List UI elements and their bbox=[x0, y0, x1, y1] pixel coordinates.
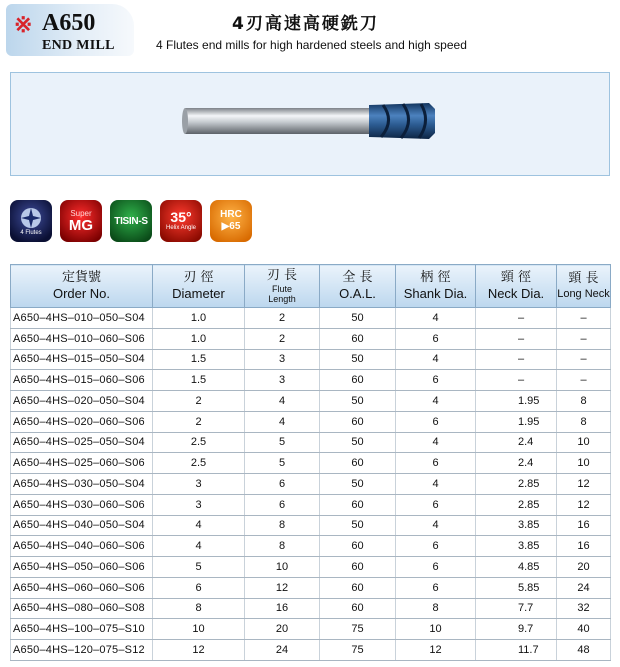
order-no-cell: A650–4HS–020–060–S06 bbox=[11, 411, 153, 432]
flute-length-cell: 3 bbox=[245, 370, 320, 391]
table-row bbox=[11, 577, 611, 598]
header-en: Flute Length bbox=[268, 284, 296, 304]
table-header-row bbox=[11, 265, 611, 308]
diameter-cell: 4 bbox=[153, 515, 245, 536]
flute-length-cell: 5 bbox=[245, 432, 320, 453]
neck-dia-cell: – bbox=[476, 349, 557, 370]
order-no-cell: A650–4HS–050–060–S06 bbox=[11, 557, 153, 578]
header-en: Shank Dia. bbox=[403, 286, 468, 301]
diameter-cell: 10 bbox=[153, 619, 245, 640]
order-no-cell: A650–4HS–015–060–S06 bbox=[11, 370, 153, 391]
flute-length-cell: 5 bbox=[245, 453, 320, 474]
tisin-label: TISIN-S bbox=[114, 215, 148, 227]
flute-length-cell: 12 bbox=[245, 577, 320, 598]
header-en: Long Neck bbox=[557, 288, 610, 300]
oal-cell: 50 bbox=[320, 432, 396, 453]
order-no-cell: A650–4HS–010–050–S04 bbox=[11, 308, 153, 329]
header-cn: 刃 徑 bbox=[183, 270, 214, 285]
neck-dia-cell: 7.7 bbox=[476, 598, 557, 619]
table-row bbox=[11, 494, 611, 515]
flute-length-cell: 20 bbox=[245, 619, 320, 640]
order-no-cell: A650–4HS–120–075–S12 bbox=[11, 640, 153, 661]
neck-dia-cell: 5.85 bbox=[476, 577, 557, 598]
long-neck-cell: 48 bbox=[557, 640, 611, 661]
spec-table bbox=[10, 264, 611, 661]
shank bbox=[185, 108, 369, 134]
helix-value: 35° bbox=[170, 209, 192, 225]
header-cn: 頸 徑 bbox=[500, 270, 532, 285]
table-row bbox=[11, 349, 611, 370]
diameter-cell: 3 bbox=[153, 474, 245, 495]
flute-length-cell: 6 bbox=[245, 494, 320, 515]
table-row bbox=[11, 515, 611, 536]
shank-dia-cell: 4 bbox=[396, 432, 476, 453]
header-cn: 刃 長 bbox=[266, 268, 298, 283]
col-header-order-no bbox=[11, 265, 153, 308]
table-row bbox=[11, 536, 611, 557]
flute-length-cell: 6 bbox=[245, 474, 320, 495]
header-cn: 柄 徑 bbox=[420, 270, 451, 285]
neck-dia-cell: – bbox=[476, 308, 557, 329]
oal-cell: 50 bbox=[320, 474, 396, 495]
diameter-cell: 2 bbox=[153, 391, 245, 412]
header-cn: 頸 長 bbox=[568, 271, 599, 286]
shank-dia-cell: 12 bbox=[396, 640, 476, 661]
long-neck-cell: 12 bbox=[557, 494, 611, 515]
product-code: A650 bbox=[42, 10, 96, 36]
header-en: Neck Dia. bbox=[487, 286, 545, 301]
order-no-cell: A650–4HS–030–050–S04 bbox=[11, 474, 153, 495]
oal-cell: 75 bbox=[320, 619, 396, 640]
flute-length-cell: 10 bbox=[245, 557, 320, 578]
diameter-cell: 8 bbox=[153, 598, 245, 619]
neck-dia-cell: 1.95 bbox=[476, 391, 557, 412]
table-row bbox=[11, 557, 611, 578]
long-neck-cell: 16 bbox=[557, 515, 611, 536]
col-header-shank-dia bbox=[396, 265, 476, 308]
shank-dia-cell: 8 bbox=[396, 598, 476, 619]
col-header-long-neck bbox=[557, 265, 611, 308]
diameter-cell: 2.5 bbox=[153, 453, 245, 474]
shank-dia-cell: 6 bbox=[396, 557, 476, 578]
4-flutes-cross-section-icon bbox=[10, 200, 52, 242]
flute-length-cell: 2 bbox=[245, 308, 320, 329]
spec-table-body bbox=[11, 308, 611, 661]
diameter-cell: 2 bbox=[153, 411, 245, 432]
neck-dia-cell: – bbox=[476, 370, 557, 391]
shank-dia-cell: 6 bbox=[396, 536, 476, 557]
order-no-cell: A650–4HS–015–050–S04 bbox=[11, 349, 153, 370]
header-en: Order No. bbox=[52, 286, 111, 301]
oal-cell: 60 bbox=[320, 370, 396, 391]
order-no-cell: A650–4HS–025–060–S06 bbox=[11, 453, 153, 474]
shank-dia-cell: 10 bbox=[396, 619, 476, 640]
neck-dia-cell: 2.4 bbox=[476, 453, 557, 474]
end-mill-photo bbox=[10, 72, 610, 176]
shank-dia-cell: 4 bbox=[396, 349, 476, 370]
shank-dia-cell: 6 bbox=[396, 494, 476, 515]
table-row bbox=[11, 308, 611, 329]
tisin-s-coating-icon bbox=[110, 200, 152, 242]
header-en: Diameter bbox=[172, 286, 225, 301]
table-row bbox=[11, 598, 611, 619]
mg-top-label: Super bbox=[70, 208, 92, 218]
oal-cell: 75 bbox=[320, 640, 396, 661]
diameter-cell: 1.0 bbox=[153, 308, 245, 329]
order-no-cell: A650–4HS–100–075–S10 bbox=[11, 619, 153, 640]
table-row bbox=[11, 619, 611, 640]
header-en: O.A.L. bbox=[339, 286, 376, 301]
order-no-cell: A650–4HS–010–060–S06 bbox=[11, 328, 153, 349]
neck-dia-cell: – bbox=[476, 328, 557, 349]
neck-dia-cell: 4.85 bbox=[476, 557, 557, 578]
shank-dia-cell: 6 bbox=[396, 453, 476, 474]
flute-length-cell: 24 bbox=[245, 640, 320, 661]
reference-mark-icon: ※ bbox=[14, 12, 33, 37]
shank-dia-cell: 6 bbox=[396, 411, 476, 432]
oal-cell: 60 bbox=[320, 577, 396, 598]
flute-length-cell: 3 bbox=[245, 349, 320, 370]
table-row bbox=[11, 640, 611, 661]
diameter-cell: 2.5 bbox=[153, 432, 245, 453]
table-row bbox=[11, 411, 611, 432]
neck-dia-cell: 3.85 bbox=[476, 536, 557, 557]
neck-dia-cell: 2.85 bbox=[476, 474, 557, 495]
header-cn: 全 長 bbox=[342, 270, 373, 285]
page-subtitle: 4 Flutes end mills for high hardened steels and high speed bbox=[156, 38, 467, 52]
long-neck-cell: 10 bbox=[557, 453, 611, 474]
cross-section-icon bbox=[19, 206, 43, 230]
oal-cell: 60 bbox=[320, 536, 396, 557]
diameter-cell: 4 bbox=[153, 536, 245, 557]
oal-cell: 60 bbox=[320, 494, 396, 515]
col-header-flute-length bbox=[245, 265, 320, 308]
hrc-value: ▶65 bbox=[221, 221, 241, 232]
shank-dia-cell: 6 bbox=[396, 370, 476, 391]
order-no-cell: A650–4HS–080–060–S08 bbox=[11, 598, 153, 619]
diameter-cell: 1.5 bbox=[153, 349, 245, 370]
long-neck-cell: 32 bbox=[557, 598, 611, 619]
flute-length-cell: 2 bbox=[245, 328, 320, 349]
shank-dia-cell: 6 bbox=[396, 328, 476, 349]
diameter-cell: 1.0 bbox=[153, 328, 245, 349]
product-badge bbox=[6, 4, 134, 56]
long-neck-cell: – bbox=[557, 328, 611, 349]
hrc-hardness-icon bbox=[210, 200, 252, 242]
mg-label: MG bbox=[68, 216, 94, 234]
col-header-diameter bbox=[153, 265, 245, 308]
super-mg-icon bbox=[60, 200, 102, 242]
neck-dia-cell: 2.4 bbox=[476, 432, 557, 453]
long-neck-cell: 40 bbox=[557, 619, 611, 640]
diameter-cell: 12 bbox=[153, 640, 245, 661]
table-row bbox=[11, 391, 611, 412]
table-row bbox=[11, 370, 611, 391]
neck-dia-cell: 1.95 bbox=[476, 411, 557, 432]
diameter-cell: 1.5 bbox=[153, 370, 245, 391]
oal-cell: 60 bbox=[320, 411, 396, 432]
diameter-cell: 5 bbox=[153, 557, 245, 578]
table-row bbox=[11, 328, 611, 349]
flute-length-cell: 4 bbox=[245, 411, 320, 432]
shank-end bbox=[182, 108, 188, 134]
long-neck-cell: 24 bbox=[557, 577, 611, 598]
diameter-cell: 3 bbox=[153, 494, 245, 515]
oal-cell: 50 bbox=[320, 391, 396, 412]
oal-cell: 60 bbox=[320, 453, 396, 474]
hrc-label: HRC bbox=[220, 209, 242, 220]
oal-cell: 50 bbox=[320, 349, 396, 370]
diameter-cell: 6 bbox=[153, 577, 245, 598]
long-neck-cell: – bbox=[557, 349, 611, 370]
shank-dia-cell: 6 bbox=[396, 577, 476, 598]
flutes-label: 4 Flutes bbox=[20, 229, 42, 236]
oal-cell: 60 bbox=[320, 328, 396, 349]
product-type: END MILL bbox=[42, 38, 115, 53]
table-row bbox=[11, 432, 611, 453]
neck-dia-cell: 9.7 bbox=[476, 619, 557, 640]
order-no-cell: A650–4HS–040–050–S04 bbox=[11, 515, 153, 536]
flute-length-cell: 4 bbox=[245, 391, 320, 412]
shank-dia-cell: 4 bbox=[396, 391, 476, 412]
neck-dia-cell: 3.85 bbox=[476, 515, 557, 536]
oal-cell: 50 bbox=[320, 515, 396, 536]
oal-cell: 60 bbox=[320, 557, 396, 578]
neck-dia-cell: 2.85 bbox=[476, 494, 557, 515]
long-neck-cell: 20 bbox=[557, 557, 611, 578]
long-neck-cell: – bbox=[557, 308, 611, 329]
order-no-cell: A650–4HS–025–050–S04 bbox=[11, 432, 153, 453]
long-neck-cell: 8 bbox=[557, 411, 611, 432]
order-no-cell: A650–4HS–060–060–S06 bbox=[11, 577, 153, 598]
oal-cell: 50 bbox=[320, 308, 396, 329]
oal-cell: 60 bbox=[320, 598, 396, 619]
table-row bbox=[11, 474, 611, 495]
order-no-cell: A650–4HS–040–060–S06 bbox=[11, 536, 153, 557]
shank-dia-cell: 4 bbox=[396, 474, 476, 495]
helix-angle-icon bbox=[160, 200, 202, 242]
col-header-neck-dia bbox=[476, 265, 557, 308]
neck-dia-cell: 11.7 bbox=[476, 640, 557, 661]
flute-length-cell: 16 bbox=[245, 598, 320, 619]
order-no-cell: A650–4HS–020–050–S04 bbox=[11, 391, 153, 412]
col-header-oal bbox=[320, 265, 396, 308]
long-neck-cell: 16 bbox=[557, 536, 611, 557]
long-neck-cell: 10 bbox=[557, 432, 611, 453]
shank-dia-cell: 4 bbox=[396, 308, 476, 329]
helix-label: Helix Angle bbox=[165, 225, 197, 231]
long-neck-cell: 8 bbox=[557, 391, 611, 412]
header-cn: 定貨號 bbox=[61, 270, 101, 285]
flute-length-cell: 8 bbox=[245, 515, 320, 536]
order-no-cell: A650–4HS–030–060–S06 bbox=[11, 494, 153, 515]
page-title: 4刃高速高硬銑刀 bbox=[232, 14, 379, 34]
long-neck-cell: – bbox=[557, 370, 611, 391]
shank-dia-cell: 4 bbox=[396, 515, 476, 536]
table-row bbox=[11, 453, 611, 474]
flute-length-cell: 8 bbox=[245, 536, 320, 557]
long-neck-cell: 12 bbox=[557, 474, 611, 495]
